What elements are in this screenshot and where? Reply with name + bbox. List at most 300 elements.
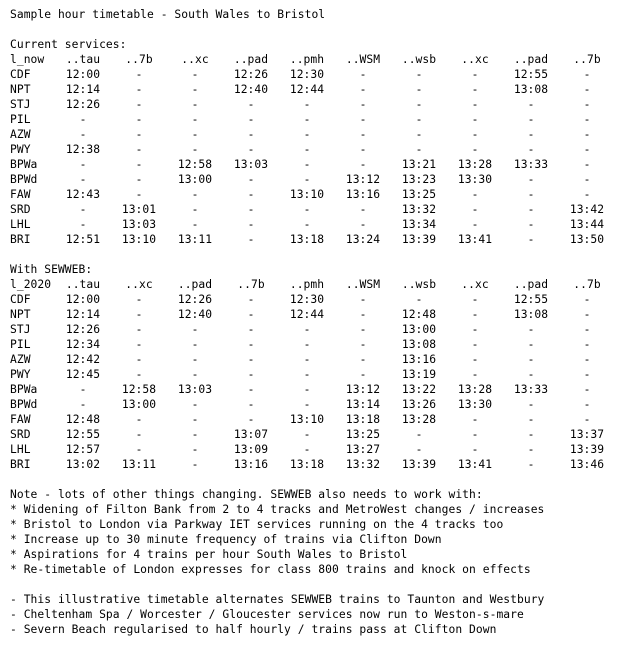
time-cell: - [471,203,479,216]
table-row [10,232,615,247]
time-cell: - [583,83,591,96]
time-cell: 13:10 [121,233,157,246]
time-cell: - [191,218,199,231]
time-cell: 13:32 [401,203,437,216]
time-cell: - [415,113,423,126]
timetable-column-header: ..pad [513,53,549,66]
time-cell: 12:48 [65,413,101,426]
time-cell: - [135,443,143,456]
time-cell: - [471,68,479,81]
note-line: * Bristol to London via Parkway IET services running on the 4 tracks too [10,518,504,531]
time-cell: - [527,368,535,381]
table-row [10,112,615,127]
table-row [10,217,615,232]
time-cell: - [135,173,143,186]
time-cell: 13:33 [513,158,549,171]
time-cell: - [415,98,423,111]
time-cell: - [527,338,535,351]
time-cell: - [527,353,535,366]
table-row [10,157,615,172]
time-cell: - [583,353,591,366]
time-cell: - [135,83,143,96]
time-cell: - [135,338,143,351]
station-code: BPWd [10,173,38,186]
time-cell: 13:16 [345,188,381,201]
document-title: Sample hour timetable - South Wales to Bristol [10,8,326,21]
note-line: - This illustrative timetable alternates SEWWEB trains to Taunton and Westbury [10,593,545,606]
time-cell: - [303,203,311,216]
time-cell: - [359,203,367,216]
time-cell: 13:16 [233,458,269,471]
time-cell: 12:55 [513,293,549,306]
time-cell: - [303,368,311,381]
time-cell: - [583,413,591,426]
note-line: - Severn Beach regularised to half hourly / trains pass at Clifton Down [10,623,497,636]
table-row [10,142,615,157]
time-cell: - [359,338,367,351]
time-cell: - [527,128,535,141]
time-cell: - [471,98,479,111]
time-cell: - [471,443,479,456]
station-code: NPT [10,308,31,321]
time-cell: - [583,398,591,411]
time-cell: - [79,383,87,396]
spacer [10,472,615,487]
timetable-column-header: ..wsb [401,278,437,291]
time-cell: - [527,428,535,441]
time-cell: 13:33 [513,383,549,396]
time-cell: - [191,428,199,441]
time-cell: 13:28 [457,383,493,396]
time-cell: - [583,128,591,141]
time-cell: - [247,293,255,306]
note-line: - Cheltenham Spa / Worcester / Gloucester services now run to Weston-s-mare [10,608,524,621]
sewweb-timetable [10,277,615,472]
time-cell: 13:18 [345,413,381,426]
time-cell: - [471,428,479,441]
time-cell: - [79,173,87,186]
time-cell: - [135,68,143,81]
time-cell: 13:08 [401,338,437,351]
time-cell: 12:00 [65,68,101,81]
time-cell: - [79,203,87,216]
table-row [10,172,615,187]
time-cell: - [471,113,479,126]
time-cell: - [359,158,367,171]
time-cell: 13:28 [457,158,493,171]
time-cell: - [527,443,535,456]
time-cell: - [359,98,367,111]
time-cell: 13:23 [401,173,437,186]
table-row [10,337,615,352]
time-cell: - [303,143,311,156]
time-cell: - [191,188,199,201]
time-cell: - [583,173,591,186]
time-cell: - [191,83,199,96]
time-cell: - [471,128,479,141]
time-cell: 13:41 [457,458,493,471]
time-cell: - [191,338,199,351]
time-cell: - [79,128,87,141]
table-row [10,367,615,382]
time-cell: - [527,173,535,186]
time-cell: - [583,368,591,381]
table-row [10,187,615,202]
current-timetable [10,52,615,247]
time-cell: - [359,323,367,336]
time-cell: 12:48 [401,308,437,321]
note-line: * Aspirations for 4 trains per hour South Wales to Bristol [10,548,408,561]
time-cell: 13:07 [233,428,269,441]
time-cell: - [359,68,367,81]
time-cell: - [247,203,255,216]
document [10,7,615,637]
time-cell: - [303,218,311,231]
current-services-heading: Current services: [10,38,127,51]
spacer [10,577,615,592]
sewweb-heading: With SEWWEB: [10,263,93,276]
station-code: STJ [10,323,31,336]
time-cell: - [471,338,479,351]
table-row [10,82,615,97]
time-cell: - [135,293,143,306]
time-cell: - [527,113,535,126]
time-cell: 13:22 [401,383,437,396]
time-cell: - [359,143,367,156]
time-cell: 12:34 [65,338,101,351]
timetable-column-header: ..pad [233,53,269,66]
time-cell: 13:39 [569,443,605,456]
time-cell: - [247,233,255,246]
time-cell: - [471,353,479,366]
time-cell: 13:03 [177,383,213,396]
time-cell: - [135,188,143,201]
time-cell: - [303,398,311,411]
spacer [10,247,615,262]
time-cell: - [583,323,591,336]
time-cell: - [527,413,535,426]
time-cell: 13:30 [457,173,493,186]
time-cell: - [135,353,143,366]
time-cell: - [303,173,311,186]
time-cell: - [583,338,591,351]
timetable-header-row [10,277,615,292]
time-cell: - [359,113,367,126]
time-cell: 13:50 [569,233,605,246]
time-cell: - [415,83,423,96]
time-cell: 13:03 [233,158,269,171]
time-cell: 13:18 [289,233,325,246]
time-cell: 13:34 [401,218,437,231]
time-cell: 13:30 [457,398,493,411]
time-cell: - [583,143,591,156]
time-cell: - [471,143,479,156]
timetable-column-header: ..xc [461,53,489,66]
time-cell: - [191,128,199,141]
time-cell: - [303,383,311,396]
time-cell: - [583,308,591,321]
table-row [10,382,615,397]
time-cell: - [303,323,311,336]
time-cell: - [135,128,143,141]
time-cell: - [303,128,311,141]
time-cell: - [583,113,591,126]
time-cell: - [415,128,423,141]
time-cell: - [247,368,255,381]
time-cell: 12:45 [65,368,101,381]
time-cell: - [135,158,143,171]
time-cell: 13:46 [569,458,605,471]
time-cell: - [247,173,255,186]
timetable-column-header: ..pad [513,278,549,291]
time-cell: 12:55 [65,428,101,441]
station-code: PWY [10,143,31,156]
station-code: FAW [10,188,31,201]
time-cell: - [527,188,535,201]
station-code: PIL [10,113,31,126]
time-cell: 13:26 [401,398,437,411]
time-cell: 13:18 [289,458,325,471]
time-cell: - [471,218,479,231]
time-cell: - [359,308,367,321]
time-cell: 13:09 [233,443,269,456]
time-cell: 12:58 [121,383,157,396]
time-cell: 13:19 [401,368,437,381]
station-code: BPWa [10,383,38,396]
time-cell: - [79,218,87,231]
timetable-column-header: ..tau [65,278,101,291]
station-code: NPT [10,83,31,96]
time-cell: - [527,143,535,156]
time-cell: - [583,98,591,111]
station-code: PIL [10,338,31,351]
time-cell: - [135,413,143,426]
time-cell: - [191,323,199,336]
time-cell: 12:26 [233,68,269,81]
time-cell: - [247,323,255,336]
station-code: BRI [10,458,31,471]
time-cell: 13:10 [289,188,325,201]
station-code: SRD [10,428,31,441]
time-cell: - [471,323,479,336]
time-cell: 12:40 [177,308,213,321]
timetable-column-header: ..WSM [345,278,381,291]
time-cell: - [247,128,255,141]
note-line: * Widening of Filton Bank from 2 to 4 tracks and MetroWest changes / increases [10,503,545,516]
table-row [10,307,615,322]
time-cell: 12:00 [65,293,101,306]
time-cell: - [583,293,591,306]
timetable-column-header: ..7b [237,278,265,291]
time-cell: - [583,158,591,171]
table-row [10,97,615,112]
time-cell: - [471,83,479,96]
table-row [10,427,615,442]
timetable-corner-label: l_2020 [10,278,52,291]
time-cell: - [135,368,143,381]
time-cell: 13:12 [345,173,381,186]
time-cell: 13:44 [569,218,605,231]
time-cell: 12:38 [65,143,101,156]
time-cell: - [359,128,367,141]
time-cell: - [527,233,535,246]
time-cell: - [303,443,311,456]
time-cell: 13:11 [121,458,157,471]
timetable-corner-label: l_now [10,53,45,66]
notes-block-2 [10,592,615,637]
time-cell: - [247,188,255,201]
station-code: AZW [10,353,31,366]
time-cell: 12:42 [65,353,101,366]
time-cell: - [191,413,199,426]
table-row [10,127,615,142]
time-cell: 13:28 [401,413,437,426]
time-cell: - [359,353,367,366]
time-cell: - [191,443,199,456]
table-row [10,292,615,307]
time-cell: 13:37 [569,428,605,441]
time-cell: - [191,143,199,156]
timetable-header-row [10,52,615,67]
time-cell: 13:08 [513,83,549,96]
station-code: LHL [10,218,31,231]
time-cell: - [527,218,535,231]
table-row [10,67,615,82]
timetable-column-header: ..7b [573,53,601,66]
time-cell: 13:25 [401,188,437,201]
station-code: CDF [10,293,31,306]
table-row [10,397,615,412]
timetable-column-header: ..xc [125,278,153,291]
time-cell: 13:39 [401,233,437,246]
table-row [10,412,615,427]
notes-block [10,487,615,577]
time-cell: - [415,428,423,441]
notes-heading: Note - lots of other things changing. SEWWEB also needs to work with: [10,488,483,501]
time-cell: - [527,398,535,411]
time-cell: - [191,68,199,81]
time-cell: - [135,308,143,321]
time-cell: 12:14 [65,83,101,96]
time-cell: 12:30 [289,68,325,81]
time-cell: - [471,293,479,306]
note-line: * Re-timetable of London expresses for class 800 trains and knock on effects [10,563,531,576]
time-cell: - [303,98,311,111]
timetable-column-header: ..tau [65,53,101,66]
time-cell: - [247,98,255,111]
timetable-column-header: ..pmh [289,53,325,66]
station-code: CDF [10,68,31,81]
station-code: LHL [10,443,31,456]
time-cell: 13:32 [345,458,381,471]
timetable-column-header: ..7b [573,278,601,291]
station-code: BPWa [10,158,38,171]
table-row [10,442,615,457]
time-cell: 13:41 [457,233,493,246]
time-cell: 12:58 [177,158,213,171]
time-cell: 12:40 [233,83,269,96]
station-code: BRI [10,233,31,246]
table-row [10,322,615,337]
station-code: PWY [10,368,31,381]
time-cell: - [191,398,199,411]
time-cell: - [247,308,255,321]
time-cell: 13:02 [65,458,101,471]
time-cell: - [359,293,367,306]
time-cell: 13:21 [401,158,437,171]
time-cell: 13:08 [513,308,549,321]
time-cell: 12:14 [65,308,101,321]
time-cell: - [191,113,199,126]
time-cell: 12:51 [65,233,101,246]
time-cell: - [135,98,143,111]
station-code: STJ [10,98,31,111]
time-cell: 12:26 [177,293,213,306]
time-cell: - [79,158,87,171]
time-cell: 12:44 [289,308,325,321]
time-cell: - [471,413,479,426]
time-cell: 13:00 [177,173,213,186]
time-cell: - [471,188,479,201]
time-cell: 12:26 [65,323,101,336]
time-cell: - [247,353,255,366]
time-cell: - [303,338,311,351]
time-cell: 13:16 [401,353,437,366]
time-cell: - [471,308,479,321]
time-cell: - [191,203,199,216]
time-cell: 13:39 [401,458,437,471]
time-cell: - [247,143,255,156]
time-cell: 13:00 [121,398,157,411]
time-cell: - [247,338,255,351]
time-cell: 13:10 [289,413,325,426]
time-cell: - [415,293,423,306]
time-cell: - [303,428,311,441]
time-cell: - [303,113,311,126]
time-cell: - [247,218,255,231]
station-code: AZW [10,128,31,141]
time-cell: 13:03 [121,218,157,231]
time-cell: - [415,68,423,81]
time-cell: 13:27 [345,443,381,456]
time-cell: 13:12 [345,383,381,396]
time-cell: 12:26 [65,98,101,111]
time-cell: 12:55 [513,68,549,81]
time-cell: - [415,443,423,456]
timetable-column-header: ..xc [461,278,489,291]
spacer [10,22,615,37]
time-cell: - [527,458,535,471]
time-cell: 12:43 [65,188,101,201]
table-row [10,352,615,367]
time-cell: - [527,203,535,216]
time-cell: - [135,143,143,156]
time-cell: - [415,143,423,156]
time-cell: - [247,413,255,426]
time-cell: - [359,368,367,381]
time-cell: 12:30 [289,293,325,306]
station-code: SRD [10,203,31,216]
time-cell: - [79,398,87,411]
table-row [10,457,615,472]
station-code: BPWd [10,398,38,411]
time-cell: - [527,98,535,111]
timetable-column-header: ..WSM [345,53,381,66]
time-cell: 12:44 [289,83,325,96]
time-cell: 13:25 [345,428,381,441]
time-cell: - [247,398,255,411]
timetable-column-header: ..pad [177,278,213,291]
